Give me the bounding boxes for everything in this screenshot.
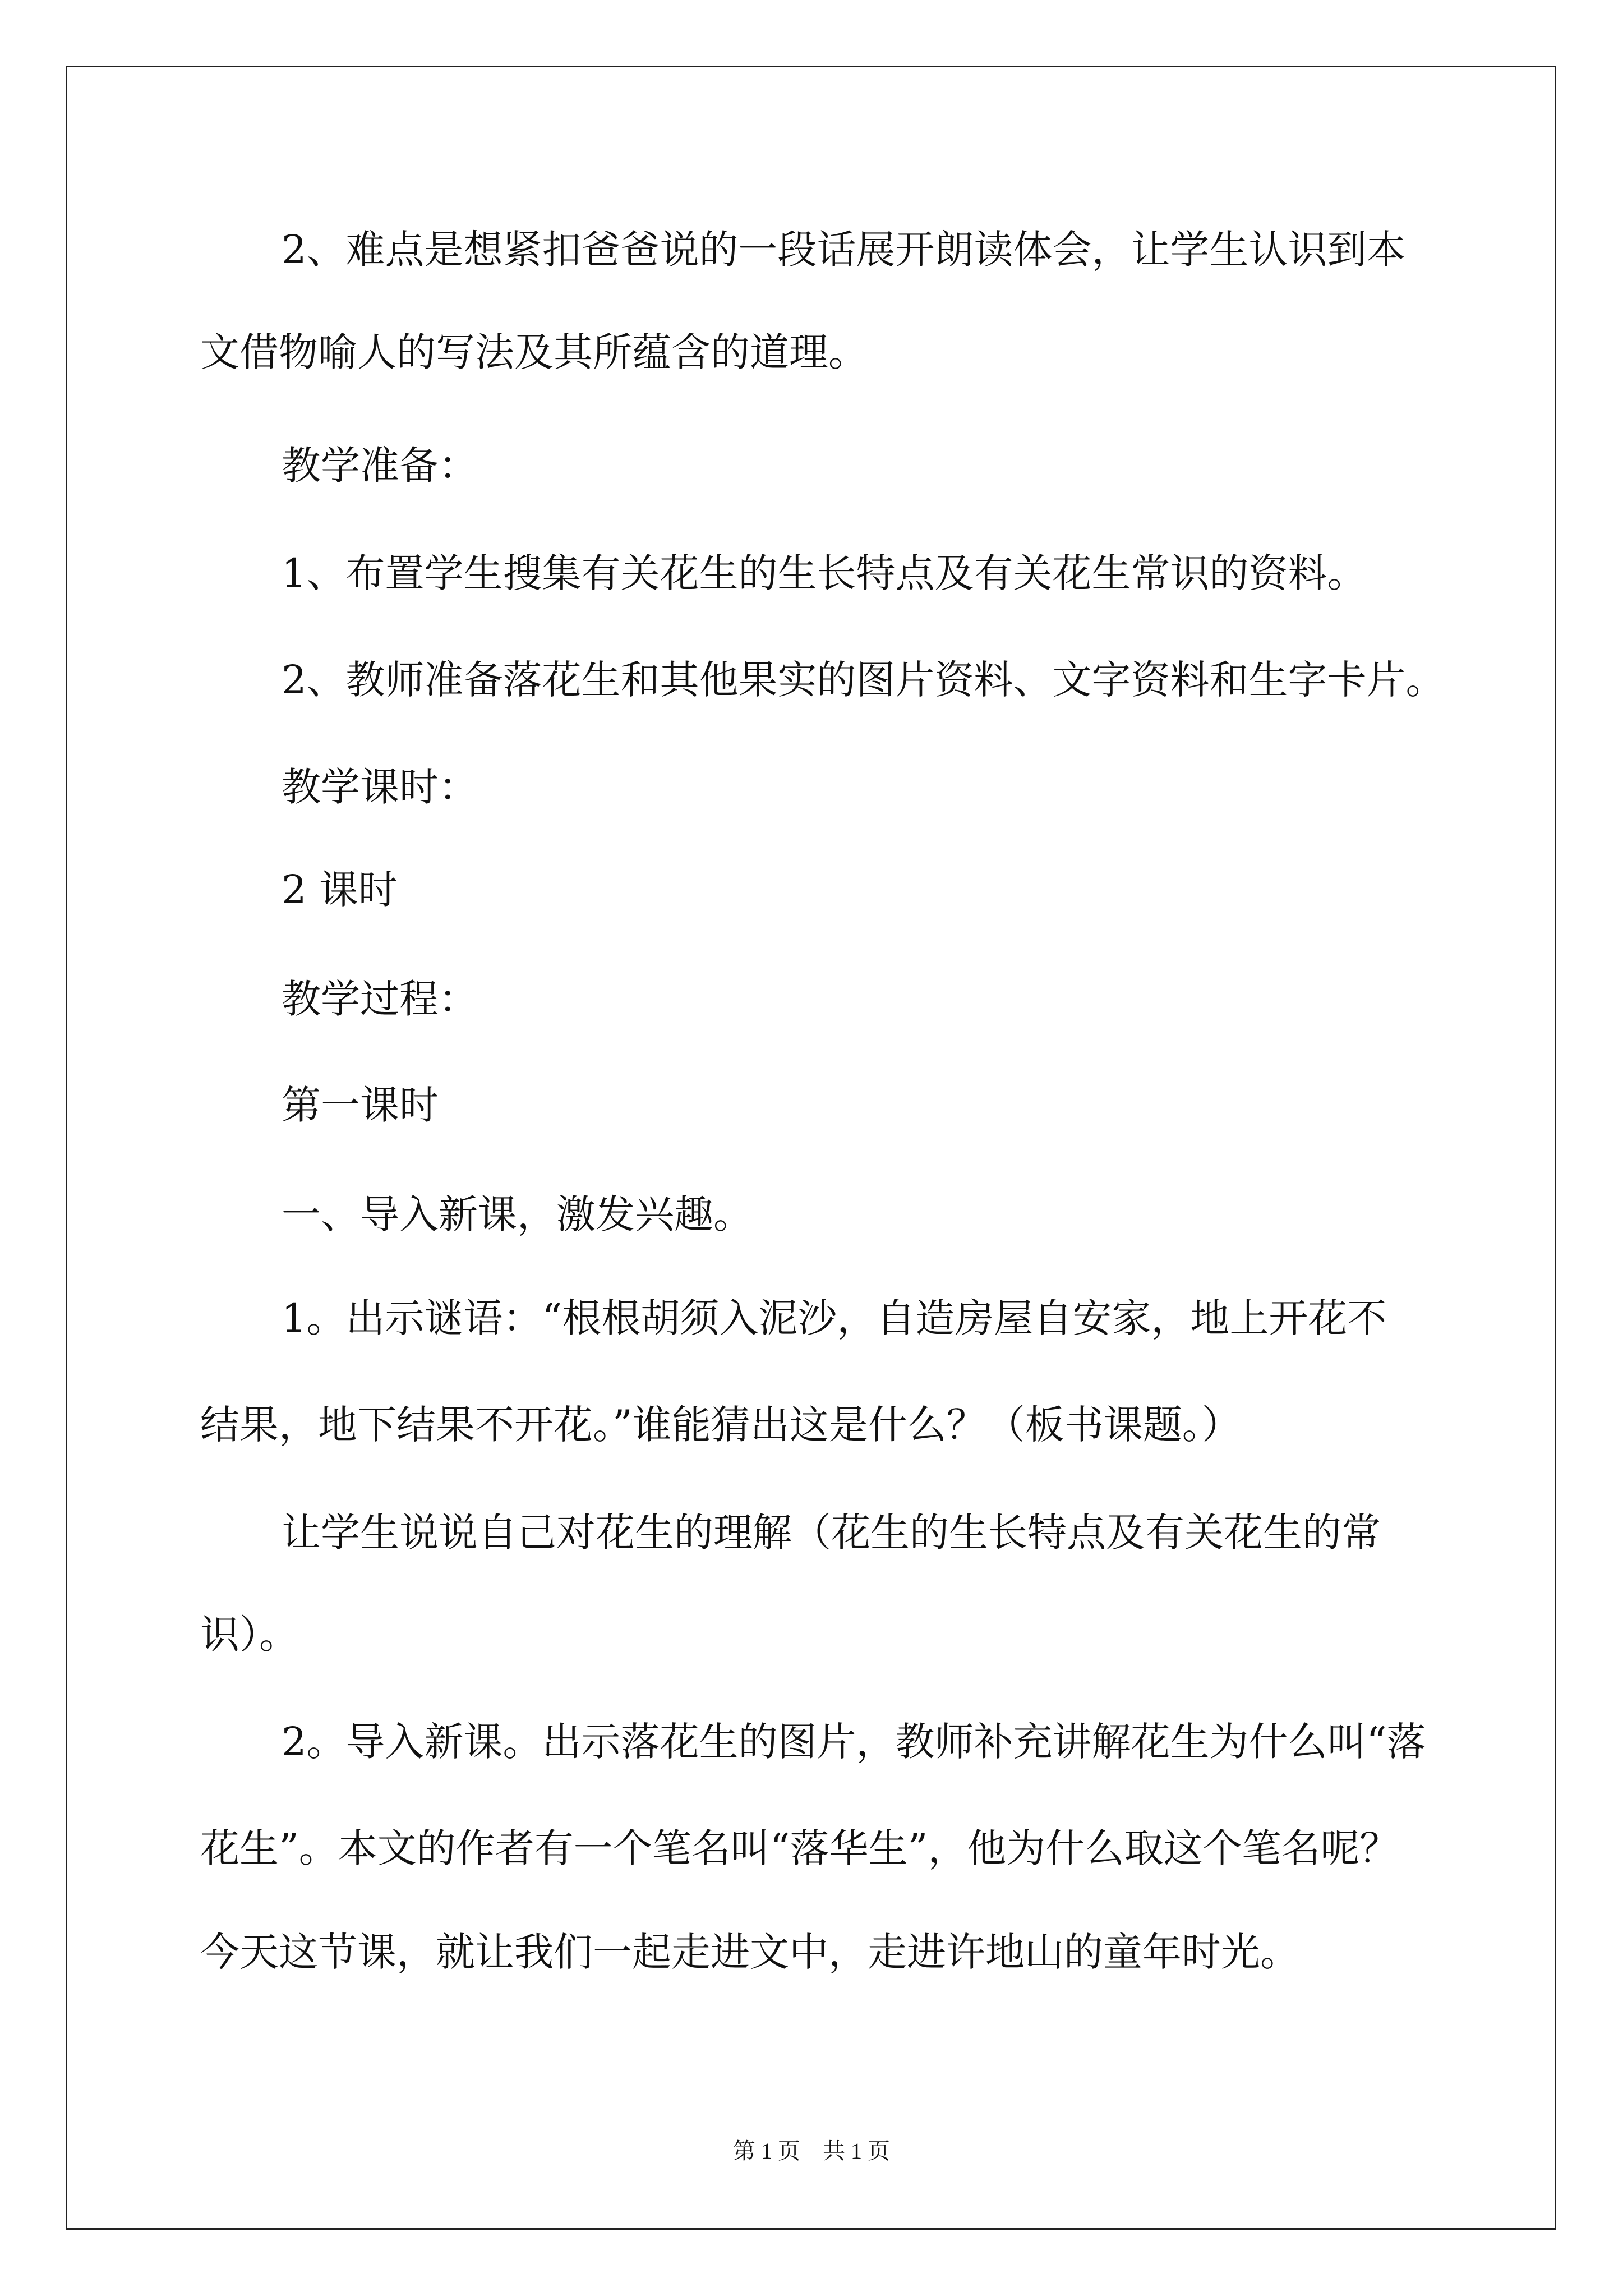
paragraph-line: 2 课时 — [282, 867, 398, 913]
paragraph-line: 1、布置学生搜集有关花生的生长特点及有关花生常识的资料。 — [282, 550, 1367, 596]
page-number-footer: 第 1 页 共 1 页 — [733, 2138, 890, 2164]
paragraph-line: 文借物喻人的写法及其所蕴含的道理。 — [200, 329, 868, 375]
page-border — [66, 66, 1556, 2230]
paragraph-line: 今天这节课，就让我们一起走进文中，走进许地山的童年时光。 — [200, 1929, 1299, 1975]
paragraph-line: 识）。 — [200, 1612, 298, 1658]
paragraph-line: 花生”。本文的作者有一个笔名叫“落华生”，他为什么取这个笔名呢？ — [200, 1825, 1399, 1871]
paragraph-line: 结果，地下结果不开花。”谁能猜出这是什么？（板书课题。） — [200, 1402, 1241, 1448]
paragraph-line: 2、难点是想紧扣爸爸说的一段话展开朗读体会，让学生认识到本 — [282, 227, 1406, 273]
section-heading: 教学准备： — [282, 443, 478, 489]
section-heading: 第一课时 — [282, 1082, 439, 1128]
paragraph-line: 2、教师准备落花生和其他果实的图片资料、文字资料和生字卡片。 — [282, 657, 1445, 703]
paragraph-line: 让学生说说自己对花生的理解（花生的生长特点及有关花生的常 — [282, 1510, 1381, 1556]
section-heading: 教学课时： — [282, 764, 478, 810]
paragraph-line: 1。出示谜语：“根根胡须入泥沙，自造房屋自安家，地上开花不 — [282, 1295, 1387, 1341]
section-heading: 一、导入新课，激发兴趣。 — [282, 1191, 753, 1237]
section-heading: 教学过程： — [282, 976, 478, 1022]
paragraph-line: 2。导入新课。出示落花生的图片，教师补充讲解花生为什么叫“落 — [282, 1719, 1426, 1765]
